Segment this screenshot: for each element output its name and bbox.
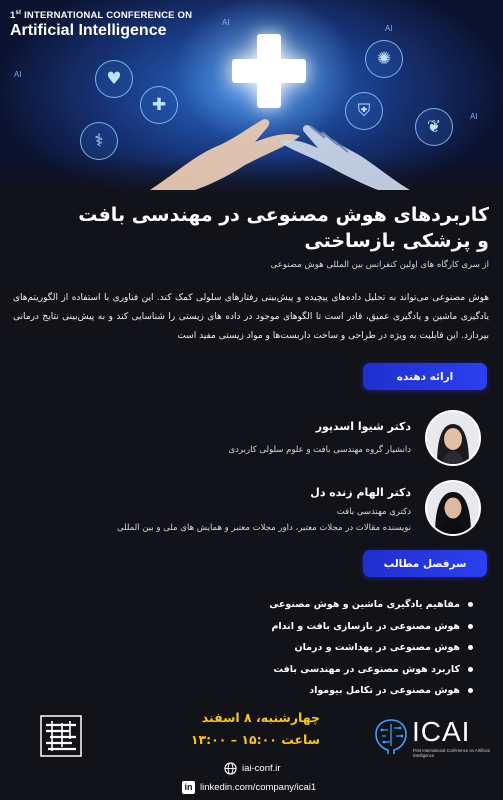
avatar <box>425 410 481 466</box>
toc-item: هوش مصنوعی در تکامل بیومواد <box>173 680 473 702</box>
presenter-name: دکتر الهام زنده دل <box>310 486 411 499</box>
toc-item: کاربرد هوش مصنوعی در مهندسی بافت <box>173 659 473 681</box>
event-time: ساعت ۱۵:۰۰ – ۱۳:۰۰ <box>190 732 320 747</box>
event-date: چهارشنبه، ۸ اسفند <box>201 710 320 725</box>
toc-heading: سرفصل مطالب <box>363 550 487 577</box>
avatar <box>425 480 481 536</box>
lungs-icon: ❦ <box>415 108 453 146</box>
heart-icon: ♥ <box>95 60 133 98</box>
conference-line-2: Artificial Intelligence <box>10 22 167 40</box>
conference-title <box>10 10 192 40</box>
bullet-icon <box>468 645 473 650</box>
ai-tag: AI <box>14 70 22 79</box>
icai-wordmark: ICAI <box>412 716 471 747</box>
ai-tag: AI <box>470 112 478 121</box>
linkedin-link[interactable] <box>182 779 316 795</box>
presenter-role <box>21 504 411 536</box>
conference-line-1: INTERNATIONAL CONFERENCE ON <box>24 10 193 22</box>
hands-illustration <box>150 90 410 190</box>
linkedin-icon: in <box>182 781 195 794</box>
brain-circuit-icon <box>372 716 410 756</box>
icai-subtitle: First International Conference on Artificial Intelligence <box>413 748 490 758</box>
presenter-photo <box>427 412 479 464</box>
hero-banner <box>0 0 503 196</box>
presenter-role-line: نویسنده مقالات در مجلات معتبر، داور مجلات معتبر و همایش های ملی و بین المللی <box>116 523 411 533</box>
pill-bottle-icon: ✚ <box>140 86 178 124</box>
series-subtitle: از سری کارگاه های اولین کنفرانس بین المللی هوش مصنوعی <box>270 260 489 270</box>
presenter-card <box>21 410 481 470</box>
university-logo <box>40 715 82 757</box>
linkedin-url[interactable]: linkedin.com/company/icai1 <box>200 781 317 793</box>
stethoscope-icon: ⚕ <box>80 122 118 160</box>
website-link[interactable] <box>224 760 281 776</box>
globe-icon <box>224 762 237 775</box>
ai-tag: AI <box>385 24 393 33</box>
icai-logo <box>372 716 492 760</box>
bullet-icon <box>468 602 473 607</box>
title-line-1: کاربردهای هوش مصنوعی در مهندسی بافت <box>78 204 489 226</box>
bullet-icon <box>468 624 473 629</box>
presenter-name: دکتر شیوا اسدپور <box>315 420 411 433</box>
title-line-2: و پزشکی بازساختی <box>304 230 489 252</box>
conference-ordinal: 1 <box>10 10 16 22</box>
toc-item: مفاهیم یادگیری ماشین و هوش مصنوعی <box>173 594 473 616</box>
brain-icon: ✺ <box>365 40 403 78</box>
page-title <box>19 202 489 254</box>
presenter-photo <box>427 482 479 534</box>
toc-item: هوش مصنوعی در بهداشت و درمان <box>173 637 473 659</box>
ai-tag: AI <box>222 18 230 27</box>
presenters-heading: ارائه دهنده <box>363 363 487 390</box>
presenter-role: دانشیار گروه مهندسی بافت و علوم سلولی کاربردی <box>228 445 411 455</box>
conference-ordinal-suffix: st <box>15 10 22 16</box>
toc-list <box>173 594 473 702</box>
bullet-icon <box>468 667 473 672</box>
workshop-description: هوش مصنوعی می‌تواند به تحلیل داده‌های پیچیده و پیش‌بینی رفتارهای سلولی کمک کند. این فناوری با استفاده از الگوریتم‌های یادگیری ماشین و یادگیری عمیق، قادر است تا الگوهای موجود در داده های زیستی را شناسایی کند و به پیش‌بینی نتایج درمانی بپردازد. این قابلیت به ویژه در طراحی و ساخت داربست‌ها و مواد زیستی مفید است <box>13 293 489 341</box>
website-url[interactable]: iai-conf.ir <box>242 762 281 774</box>
toc-item: هوش مصنوعی در بازسازی بافت و اندام <box>173 616 473 638</box>
bullet-icon <box>468 688 473 693</box>
presenter-role-line: دکتری مهندسی بافت <box>336 507 411 517</box>
shield-cross-icon: ⛨ <box>345 92 383 130</box>
presenter-card <box>21 480 481 540</box>
